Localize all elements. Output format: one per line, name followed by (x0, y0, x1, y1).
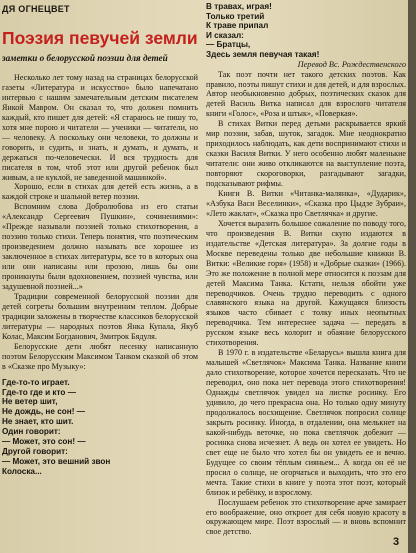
poem-line: — Может, это вешний звон (2, 456, 111, 466)
paragraph: Традиции современной белорусской поэзии для детей согреты большим внутренним теплом. Добрые традиции заложены в творчестве классиков белорусской литературы — народных поэтов Янка Купала, Якуб Колас, Максим Богданович, Змитрок Бядуля. (2, 291, 198, 341)
poem-line: Только третий (206, 11, 265, 21)
poem-line: К траве припал (206, 21, 269, 31)
paragraph: Несколько лет тому назад на страницах белорусской газеты «Литература и искусство» было напечатано интервью с нашим замечательным детским писателем Янкой Мавром. Он сказал то, что должен помнить каждый, кто пишет для детей: «Я стараюсь не пишу то, хотя мне порою и читатели — ученики — читатели, но — человеку. А поскольку они человеки, то должны и говорить, и судить, и знать, и думать, и думать, и держаться по-человечески. И вся трудность для писателя в том, чтоб этот или другой ребенок был живым, а не куклой, не заведенной машинкой». (2, 73, 198, 182)
paragraph: Белорусские дети любят песенку написанную поэтом Белорусским Максимом Танком сказкой об этом в «Сказке про Музыку»: (2, 341, 198, 371)
paragraph: Хочется выразить большое сожаление по поводу того, что произведения В. Витки скупо издаются в издательстве «Детская литература». За долгие годы в Москве переведены только две небольшие книжки В. Витки: «Великие горя» (1958) и «Добрые сказки» (1966). Это же положение в полной мере относится к поэзам для детей Максима Танка. Кстати, нельзя обойти уже переводчиков. Очень трудно переводить с одного славянского языка на другой. Кажущаяся близость языков часто сбивает с толку иных неопытных переводчика. Тем интереснее задача — передать в русском языке весь колорит и обаяние белорусского стихотворения. (206, 218, 406, 348)
paragraph: Книги В. Витки «Читанка-малянка», «Дударик», «Азбука Васи Веселинки», «Сказка про Цыдзе Зубраи», «Лето жаклат», «Сказка про Светлячка» и другие. (206, 189, 406, 218)
left-body-text (2, 73, 198, 372)
poem-line: Где-то-то играет. (2, 377, 70, 387)
section-header: ДЯ ОГНЕЦВЕТ (2, 4, 70, 14)
right-body-text (206, 70, 406, 538)
poem-line: В травах, играя! (206, 2, 272, 11)
right-poem (206, 2, 406, 60)
left-poem (2, 378, 198, 477)
poem-line: И сказал: (206, 30, 244, 40)
page-number: 3 (393, 536, 400, 548)
poem-line: Один говорит: (2, 427, 61, 437)
poem-line: Другой говорит: (2, 446, 68, 456)
poem-line: Не ветер шит, (2, 397, 58, 407)
article-title: Поэзия певучей земли (2, 28, 198, 48)
left-column (2, 0, 198, 553)
poem-line: Где-то где и кто — (2, 387, 76, 397)
paragraph: Вспомним слова Добролюбова из его статьи «Александр Сергеевич Пушкин», сочинениями»: «Прежде называли поэзией только стихотворения, а поэзию только стихи. Теперь понятия, что поэтическим произведением должно называть все хорошее из заключенное в стихах литературы, все то в которых она или они написаны или прозою, лишь бы они проникнуты были вдохновением, поэзией чувства, или задушевной поэзией...» (2, 202, 198, 292)
article-subtitle: заметки о белорусской поэзии для детей (2, 53, 168, 63)
right-column (206, 0, 406, 553)
poem-line: Не дождь, не сон! — (2, 407, 85, 417)
poem-line: — Может, это сон! — (2, 437, 86, 447)
paragraph: В стихах Витки перед детьми раскрывается яркий мир поэзии, забав, шуток, загадок. Мне неоднократно приходилось наблюдать, как дети воспринимают стихи и сказки Василя Витки. У него особенно любят маленькие читатели: они живо откликаются на выступление поэта, повторяют скороговорки, разгадывают загадки, подсказывают рифмы. (206, 119, 406, 189)
poem-line: — Братцы, (206, 40, 251, 50)
paragraph: Послушаем ребенок это стихотворение арче замирает его воображение, оно откроет для себя новую красоту в окружающем мире. Поэт взрослый — и вновь вспомнит свое детство. (206, 497, 406, 537)
poem-line: Колоска... (2, 466, 42, 476)
paragraph: Хорошо, если в стихах для детей есть жизнь, а в каждой строке и шальной ветер поэзии. (2, 182, 198, 202)
poem-line: Не знает, кто шит. (2, 417, 74, 427)
poem-line: Здесь земля певучая такая! (206, 49, 320, 59)
paragraph: Так поэт почти нет такого детских поэтов. Как правило, поэты пишут стихи и для детей, и для взрослых. Автор необыкновенно добрых, поэтических сказок для детей Василь Витка написал для взрослого читателя книги «Голос», «Роза и штык», «Поверкая». (206, 69, 406, 119)
page-edge (408, 0, 416, 553)
translator-credit: Перевод Вс. Рождественского (297, 59, 406, 69)
paragraph: В 1970 г. в издательстве «Беларусь» вышла книга для малышей «Светлячок» Максима Танка. Название книги дало стихотворение, которое хочется пересказать. Что не переводил, оно пока нет перевода этого стихотворения! Однажды светлячок увидел на листке росинку. Его удивило, до чего прекрасна она. Но только одну минуту продолжалось восхищение. Светлячок попросил солнце закрыть росинку. Иногда, в отдалении, она мелькнет на какой-нибудь веточке, но пока светлячок добежит — росинка снова исчезнет. А ведь он хотел ее увидеть. Но свет еще не было что хотел бы он увидеть ее и вечно. Будущее со своим тёплым сияньем... А когда он её не просил о солнце, не огорчаться и выходить, что это его мечта. Такие стихи в книге у поэта этот поэт, который близок и ребёнку, и взрослому. (206, 348, 406, 497)
